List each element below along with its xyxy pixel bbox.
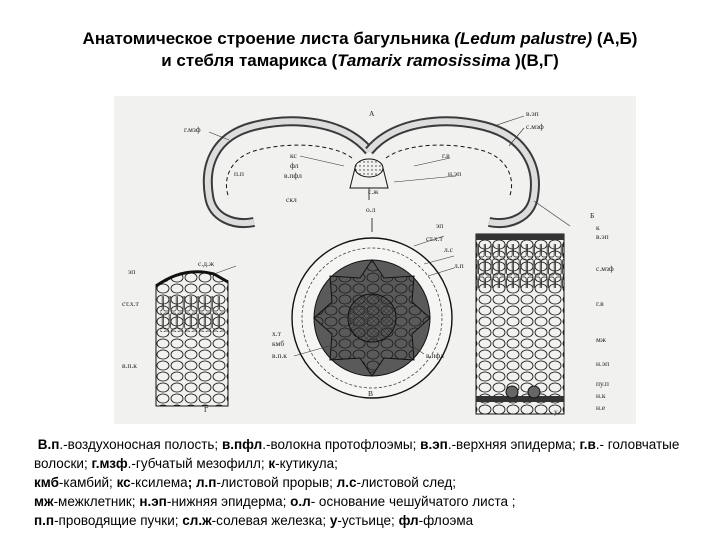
label-n-ep: н.эп bbox=[448, 169, 462, 178]
legend-term: н.эп bbox=[139, 494, 167, 509]
title-text: Анатомическое строение листа багульника bbox=[82, 29, 455, 48]
legend-def: -камбий; bbox=[58, 475, 117, 490]
legend-def: .-верхняя эпидерма; bbox=[447, 437, 580, 452]
label-v-p-k: в.п.к bbox=[272, 351, 287, 360]
label-ep-left: эп bbox=[128, 267, 136, 276]
title-tail-ab: (А,Б) bbox=[592, 29, 638, 48]
label-pp: п.п bbox=[234, 169, 244, 178]
legend-term: г.мзф bbox=[91, 456, 128, 471]
label-n-ep-right: н.эп bbox=[596, 359, 610, 368]
legend-def: -проводящие пучки; bbox=[54, 513, 183, 528]
legend-term: г.в bbox=[579, 437, 596, 452]
label-u: у bbox=[554, 407, 558, 416]
anatomy-figure bbox=[114, 96, 636, 424]
label-s-d-zh: с.д.ж bbox=[198, 259, 215, 268]
label-g-v-right: г.в bbox=[596, 299, 604, 308]
anatomy-drawing bbox=[114, 96, 636, 424]
legend-term: о.л bbox=[290, 494, 311, 509]
legend-term: ; bbox=[187, 475, 193, 490]
legend-def: -листовой след; bbox=[356, 475, 457, 490]
legend-term: л.с bbox=[336, 475, 357, 490]
label-g-v: г.в bbox=[442, 151, 450, 160]
slide-title bbox=[0, 28, 720, 72]
label-l-p: л.п bbox=[454, 261, 464, 270]
label-st-x-t-left: ст.х.т bbox=[122, 299, 139, 308]
legend-term: сл.ж bbox=[182, 513, 212, 528]
legend-text bbox=[34, 435, 694, 530]
legend-term: в.пфл bbox=[221, 437, 263, 452]
label-fl: фл bbox=[290, 161, 299, 170]
legend-term: п.п bbox=[34, 513, 55, 528]
title-text-2: и стебля тамарикса ( bbox=[161, 51, 338, 70]
legend-term: фл bbox=[398, 513, 419, 528]
legend-def: .-волокна протофлоэмы; bbox=[262, 437, 421, 452]
legend-def: -межклетник; bbox=[53, 494, 140, 509]
legend-def: .-губчатый мезофилл; bbox=[127, 456, 269, 471]
legend-term: кс bbox=[116, 475, 131, 490]
label-pu-p: пу.п bbox=[596, 379, 609, 388]
label-kmb: кмб bbox=[272, 339, 285, 348]
label-a: А bbox=[369, 109, 375, 118]
legend-def: .- головчатые волоски; bbox=[34, 437, 680, 471]
title-line-2 bbox=[0, 50, 720, 72]
title-tail-vg: )(В,Г) bbox=[510, 51, 559, 70]
legend-def: -кутикула; bbox=[275, 456, 338, 471]
species-tamarix: Tamarix ramosissima bbox=[337, 51, 511, 70]
legend-term: л.п bbox=[195, 475, 217, 490]
legend-def: -листовой прорыв; bbox=[216, 475, 337, 490]
label-o-l: о.л bbox=[366, 205, 376, 214]
legend-term: мж bbox=[34, 494, 54, 509]
label-k: к bbox=[596, 223, 600, 232]
label-s-mzf: с.мзф bbox=[526, 122, 544, 131]
legend-term: к bbox=[268, 456, 276, 471]
label-l-s: л.с bbox=[444, 245, 453, 254]
label-b: Б bbox=[590, 211, 595, 220]
label-n-e: н.е bbox=[596, 403, 606, 412]
label-v-p-k-left: в.п.к bbox=[122, 361, 137, 370]
label-v-ep: в.эп bbox=[526, 109, 539, 118]
label-s-zh: с.ж bbox=[368, 187, 379, 196]
legend-def: -солевая железка; bbox=[211, 513, 330, 528]
species-ledum: (Ledum palustre) bbox=[454, 29, 593, 48]
label-ep-top: эп bbox=[436, 221, 444, 230]
legend-def: - основание чешуйчатого листа ; bbox=[310, 494, 516, 509]
label-g-mzf: г.мзф bbox=[184, 125, 201, 134]
legend-term: В.п bbox=[37, 437, 60, 452]
legend-def: -ксилема bbox=[130, 475, 188, 490]
legend-term: в.эп bbox=[420, 437, 448, 452]
label-n-k: н.к bbox=[596, 391, 606, 400]
label-s-mzf-right: с.мзф bbox=[596, 264, 614, 273]
legend-term: кмб bbox=[34, 475, 59, 490]
label-v-pfl-2: в.пфл bbox=[426, 351, 444, 360]
stem-detail-g bbox=[156, 272, 228, 406]
label-g: Г bbox=[204, 405, 209, 414]
title-line-1 bbox=[0, 28, 720, 50]
legend-def: .-воздухоносная полость; bbox=[59, 437, 222, 452]
leaf-detail-b bbox=[476, 234, 564, 414]
label-ks: кс bbox=[290, 151, 297, 160]
legend-def: -нижняя эпидерма; bbox=[166, 494, 291, 509]
label-skl: скл bbox=[286, 195, 297, 204]
label-v-pfl: в.пфл bbox=[284, 171, 302, 180]
stem-section-v bbox=[292, 218, 452, 398]
label-x-t: х.т bbox=[272, 329, 281, 338]
label-mzh: мж bbox=[596, 335, 606, 344]
legend-term: у bbox=[329, 513, 338, 528]
label-st-x-t: ст.х.т bbox=[426, 234, 443, 243]
legend-def: -устьице; bbox=[337, 513, 399, 528]
label-v-ep-right: в.эп bbox=[596, 232, 609, 241]
label-v: В bbox=[368, 389, 374, 398]
legend-def: -флоэма bbox=[418, 513, 474, 528]
